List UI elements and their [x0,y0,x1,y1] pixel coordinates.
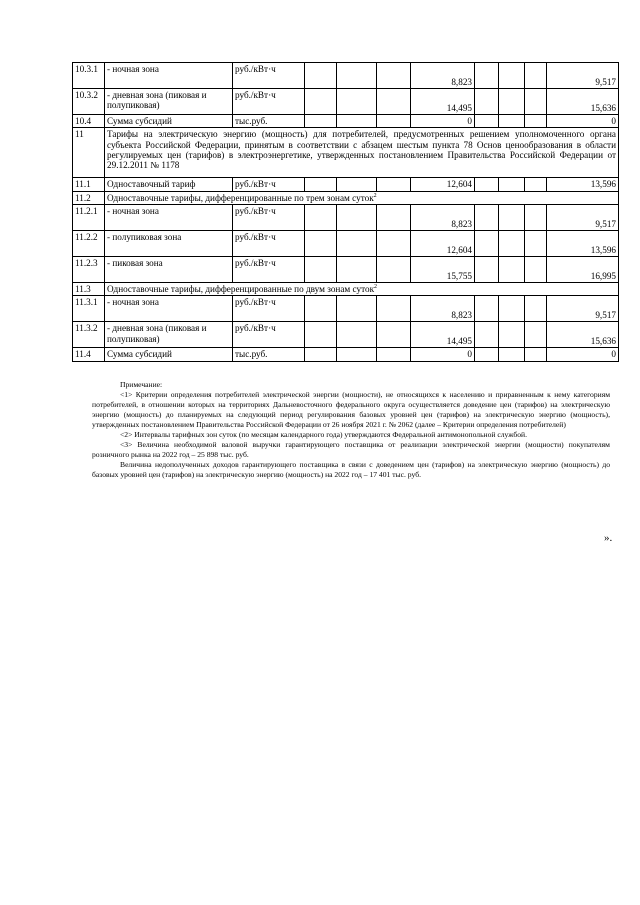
value-2021-cell: 8,823 [411,296,475,322]
empty-cell [337,256,377,282]
empty-cell [475,256,499,282]
table-row [73,178,619,191]
value-2021-cell: 0 [411,115,475,128]
value-2022-cell: 16,995 [547,256,619,282]
row-code-cell: 10.3.1 [73,63,105,89]
row-name-cell: Сумма субсидий [105,348,233,361]
value-2022-cell: 15,636 [547,89,619,115]
empty-cell [377,178,411,191]
empty-cell [305,89,337,115]
table-row [73,191,619,204]
empty-cell [475,230,499,256]
empty-cell [499,322,525,348]
value-2022-cell: 13,596 [547,178,619,191]
table-row [73,115,619,128]
value-2022-cell: 9,517 [547,63,619,89]
row-name-cell: - полупиковая зона [105,230,233,256]
empty-cell [499,348,525,361]
row-unit-cell: руб./кВт·ч [233,178,305,191]
value-2021-cell: 0 [411,348,475,361]
empty-cell [525,63,547,89]
empty-cell [525,322,547,348]
row-name-cell: Сумма субсидий [105,115,233,128]
empty-cell [377,296,411,322]
row-name-cell: - ночная зона [105,204,233,230]
empty-cell [337,115,377,128]
empty-cell [525,204,547,230]
row-name-cell: - ночная зона [105,296,233,322]
row-code-cell: 11.3.2 [73,322,105,348]
value-2021-cell: 8,823 [411,63,475,89]
value-2021-cell: 8,823 [411,204,475,230]
empty-cell [475,63,499,89]
table-row [73,282,619,295]
notes-section [92,380,610,480]
row-code-cell: 11.2.2 [73,230,105,256]
section-heading-cell [105,282,619,295]
table-row [73,128,619,178]
row-code-cell: 11 [73,128,105,178]
value-2022-cell: 0 [547,115,619,128]
row-code-cell: 11.3.1 [73,296,105,322]
table-row [73,89,619,115]
note-4: Величина недополученных доходов гарантирующего поставщика в связи с доведением цен (тарифов) на электрическую энергию (мощность) до базовых уровней цен (тарифов) на электрическую энергию (мощность) на 2022 год – 17 401 тыс. руб. [92,460,610,480]
empty-cell [525,296,547,322]
row-unit-cell: руб./кВт·ч [233,204,305,230]
value-2021-cell: 12,604 [411,178,475,191]
empty-cell [305,256,337,282]
empty-cell [377,204,411,230]
empty-cell [377,322,411,348]
empty-cell [377,63,411,89]
empty-cell [305,115,337,128]
row-unit-cell: руб./кВт·ч [233,296,305,322]
value-2022-cell: 9,517 [547,296,619,322]
table-row [73,204,619,230]
empty-cell [499,63,525,89]
row-name-cell: - дневная зона (пиковая и полупиковая) [105,322,233,348]
empty-cell [305,63,337,89]
row-unit-cell: руб./кВт·ч [233,89,305,115]
empty-cell [305,348,337,361]
value-2021-cell: 14,495 [411,322,475,348]
value-2021-cell: 14,495 [411,89,475,115]
empty-cell [525,256,547,282]
empty-cell [499,296,525,322]
empty-cell [305,230,337,256]
empty-cell [475,89,499,115]
empty-cell [337,89,377,115]
table-row [73,348,619,361]
empty-cell [525,230,547,256]
empty-cell [337,204,377,230]
empty-cell [499,256,525,282]
empty-cell [499,204,525,230]
empty-cell [525,115,547,128]
closing-quote-mark: ». [604,532,613,544]
row-code-cell: 11.2 [73,191,105,204]
table-row [73,230,619,256]
row-unit-cell: руб./кВт·ч [233,230,305,256]
empty-cell [337,63,377,89]
value-2022-cell: 9,517 [547,204,619,230]
empty-cell [475,178,499,191]
footnote-ref: 2 [373,192,377,199]
empty-cell [337,322,377,348]
empty-cell [499,89,525,115]
row-unit-cell: руб./кВт·ч [233,63,305,89]
table-row [73,296,619,322]
empty-cell [499,178,525,191]
value-2021-cell: 12,604 [411,230,475,256]
empty-cell [377,89,411,115]
empty-cell [337,178,377,191]
table-row [73,322,619,348]
row-name-cell: - дневная зона (пиковая и полупиковая) [105,89,233,115]
row-unit-cell: руб./кВт·ч [233,256,305,282]
tariff-table-body [73,63,619,362]
row-name-cell: - ночная зона [105,63,233,89]
section-heading-cell [105,191,619,204]
footnote-ref: 2 [374,283,378,290]
note-1: <1> Критерии определения потребителей электрической энергии (мощности), не относящихся к населению и приравненным к нему категориям потребителей, в отношении которых на территориях Дальневосточного федерального округа осуществляется доведение цен (тарифов) на электрическую энергию (мощность) до планируемых на следующий период регулирования базовых уровней цен (тарифов) на электрическую энергию (мощность), утвержденных постановлением Правительства Российской Федерации от 26 ноября 2021 г. № 2062 (далее – Критерии определения потребителей) [92,390,610,430]
section-heading-text: Одноставочные тарифы, дифференцированные по трем зонам суток [107,192,374,203]
empty-cell [475,348,499,361]
empty-cell [475,296,499,322]
row-code-cell: 11.3 [73,282,105,295]
empty-cell [305,178,337,191]
empty-cell [525,178,547,191]
empty-cell [525,348,547,361]
empty-cell [337,348,377,361]
value-2022-cell: 0 [547,348,619,361]
tariff-table [72,62,619,362]
empty-cell [337,296,377,322]
empty-cell [525,89,547,115]
empty-cell [475,322,499,348]
value-2022-cell: 13,596 [547,230,619,256]
empty-cell [499,230,525,256]
notes-heading: Примечание: [120,380,163,389]
row-unit-cell: руб./кВт·ч [233,322,305,348]
value-2022-cell: 15,636 [547,322,619,348]
empty-cell [305,322,337,348]
row-description-cell: Тарифы на электрическую энергию (мощность) для потребителей, предусмотренных решением уполномоченного органа субъекта Российской Федерации, принятым в соответствии с абзацем шестым пункта 78 Основ ценообразования в области регулируемых цен (тарифов) в электроэнергетике, утвержденных постановлением Правительства Российской Федерации от 29.12.2011 № 1178 [105,128,619,178]
row-code-cell: 11.4 [73,348,105,361]
value-2021-cell: 15,755 [411,256,475,282]
row-name-cell: - пиковая зона [105,256,233,282]
empty-cell [377,348,411,361]
note-3: <3> Величина необходимой валовой выручки гарантирующего поставщика от реализации электрической энергии (мощности) покупателям розничного рынка на 2022 год – 25 898 тыс. руб. [92,440,610,460]
row-code-cell: 10.4 [73,115,105,128]
empty-cell [377,230,411,256]
row-name-cell: Одноставочный тариф [105,178,233,191]
empty-cell [305,204,337,230]
row-code-cell: 11.2.3 [73,256,105,282]
empty-cell [475,204,499,230]
row-code-cell: 10.3.2 [73,89,105,115]
empty-cell [499,115,525,128]
empty-cell [475,115,499,128]
empty-cell [377,115,411,128]
row-code-cell: 11.2.1 [73,204,105,230]
table-row [73,63,619,89]
empty-cell [377,256,411,282]
empty-cell [305,296,337,322]
row-unit-cell: тыс.руб. [233,348,305,361]
note-2: <2> Интервалы тарифных зон суток (по месяцам календарного года) утверждаются Федеральной антимонопольной службой. [120,430,527,440]
table-row [73,256,619,282]
row-unit-cell: тыс.руб. [233,115,305,128]
row-code-cell: 11.1 [73,178,105,191]
section-heading-text: Одноставочные тарифы, дифференцированные по двум зонам суток [107,284,375,295]
empty-cell [337,230,377,256]
